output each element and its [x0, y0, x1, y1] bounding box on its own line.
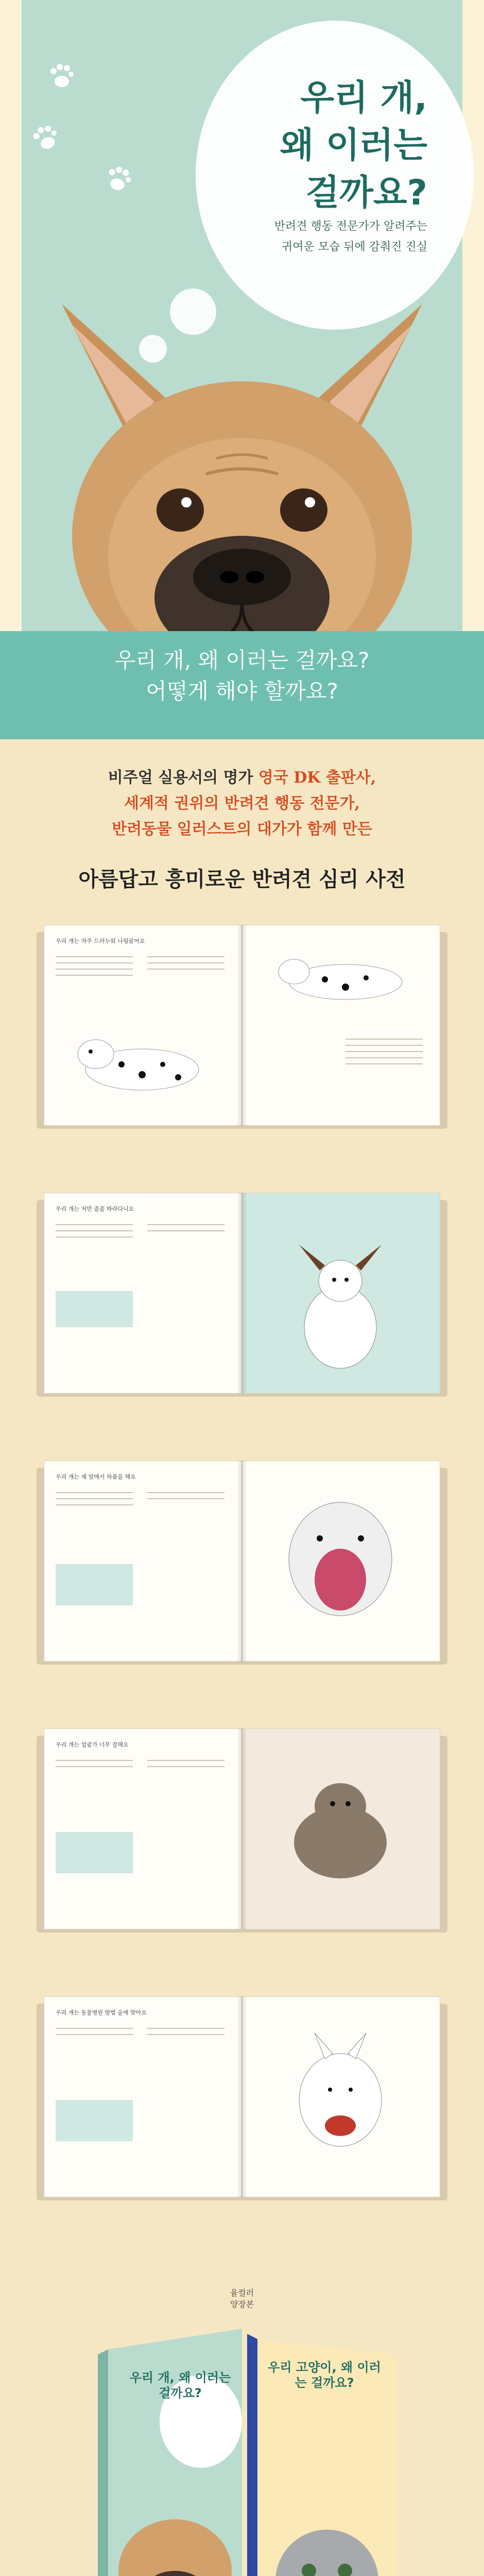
- book-spread: [44, 1728, 440, 1929]
- yawning-dog-illustration: [273, 1482, 407, 1636]
- book-spread: [44, 1996, 440, 2197]
- intro-line-3: 반려동물 일러스트의 대가가 함께 만든: [112, 820, 372, 838]
- book-spread: [44, 1461, 440, 1662]
- books-caption-line: 율컬러: [230, 2288, 254, 2298]
- spread-heading: 우리 개는 얼굴가 너무 잘해요: [56, 1741, 129, 1748]
- hero-title-line: 왜 이러는: [280, 125, 427, 166]
- dalmatian-illustration: [263, 941, 418, 1018]
- text-line: [147, 1230, 224, 1231]
- right-page: [242, 1728, 440, 1929]
- text-line: [147, 2034, 224, 2035]
- right-page: [242, 1193, 440, 1394]
- intro-text: [0, 765, 484, 842]
- left-page: [44, 1996, 242, 2197]
- banner-line: 우리 개, 왜 이러는 걸까요?: [114, 648, 370, 673]
- text-line: [56, 1766, 133, 1767]
- intro-line-1: [0, 765, 484, 791]
- book-spread: [44, 925, 440, 1126]
- intro-line-2: 세계적 권위의 반려견 행동 전문가,: [124, 794, 360, 812]
- papillon-dog-illustration: [273, 1224, 407, 1379]
- info-box: [56, 1291, 133, 1327]
- text-line: [147, 2028, 224, 2029]
- text-line: [147, 1760, 224, 1761]
- spread-heading: 우리 개는 동물병원 방법 올에 맞아요: [56, 2009, 147, 2016]
- spread-heading: 우리 개는 자주 드러누워 나뒹굴어요: [56, 938, 145, 944]
- spread-gutter: [237, 1996, 247, 2197]
- spread-gutter: [237, 1461, 247, 1662]
- spread-gutter: [237, 1193, 247, 1394]
- text-line: [345, 1063, 423, 1064]
- info-box: [56, 1564, 133, 1605]
- text-line: [147, 1766, 224, 1767]
- text-line: [56, 1224, 133, 1225]
- right-page: [242, 1461, 440, 1662]
- text-line: [147, 1224, 224, 1225]
- intro-line-1-a: 비주얼 실용서의 명가: [108, 769, 258, 787]
- hero-title-line: 우리 개,: [300, 78, 427, 118]
- text-line: [56, 1504, 133, 1505]
- sitting-dog-illustration: [268, 1760, 412, 1894]
- text-line: [56, 1760, 133, 1761]
- left-page: [44, 1728, 242, 1929]
- text-line: [56, 2034, 133, 2035]
- bull-terrier-illustration: [268, 2023, 412, 2167]
- book2-title: 우리 고양이, 왜 이러는 걸까요?: [268, 2360, 381, 2390]
- french-bulldog-illustration: [0, 268, 484, 675]
- info-box: [56, 2100, 133, 2141]
- banner-line: 어떻게 해야 할까요?: [146, 679, 338, 704]
- right-page: [242, 1996, 440, 2197]
- text-line: [56, 1498, 133, 1499]
- left-page: [44, 1461, 242, 1662]
- paw-print-icon: [46, 62, 77, 93]
- book-spread: [44, 1193, 440, 1394]
- book1-title: 우리 개, 왜 이러는 걸까요?: [129, 2370, 231, 2400]
- book-covers-illustration: [88, 2303, 407, 2576]
- text-line: [147, 962, 224, 963]
- text-line: [56, 2028, 133, 2029]
- intro-line-1-b: 영국 DK 출판사,: [258, 769, 376, 787]
- text-line: [147, 1498, 224, 1499]
- info-box: [56, 1832, 133, 1873]
- text-line: [345, 1045, 423, 1046]
- left-page: [44, 925, 242, 1126]
- hero-subtitle-line: 반려견 행동 전문가가 알려주는: [274, 220, 427, 233]
- text-line: [56, 956, 133, 957]
- spread-heading: 우리 개는 제 앞에서 하품을 해요: [56, 1473, 136, 1480]
- text-line: [345, 1051, 423, 1052]
- text-line: [345, 1039, 423, 1040]
- text-line: [56, 1492, 133, 1493]
- text-line: [147, 969, 224, 970]
- text-line: [345, 1057, 423, 1058]
- spread-gutter: [237, 925, 247, 1126]
- books-caption-line: 양장본: [230, 2299, 254, 2309]
- text-line: [56, 975, 133, 976]
- hero-subtitle-line: 귀여운 모습 뒤에 감춰진 진실: [282, 241, 427, 253]
- spread-heading: 우리 개는 저만 졸졸 따라다니요: [56, 1206, 134, 1212]
- text-line: [56, 1230, 133, 1231]
- intro-headline: 아름답고 흥미로운 반려견 심리 사전: [78, 867, 406, 891]
- text-line: [56, 969, 133, 970]
- question-banner-text: [0, 645, 484, 707]
- hero-subtitle: [211, 216, 427, 258]
- text-line: [56, 1236, 133, 1238]
- text-line: [147, 1492, 224, 1493]
- hero-section: [0, 0, 484, 675]
- left-page: [44, 1193, 242, 1394]
- hero-title: [211, 75, 427, 217]
- right-page: [242, 925, 440, 1126]
- text-line: [147, 956, 224, 957]
- dalmatian-illustration: [65, 1013, 219, 1106]
- spread-gutter: [237, 1728, 247, 1929]
- text-line: [56, 962, 133, 963]
- hero-title-line: 걸까요?: [305, 173, 427, 213]
